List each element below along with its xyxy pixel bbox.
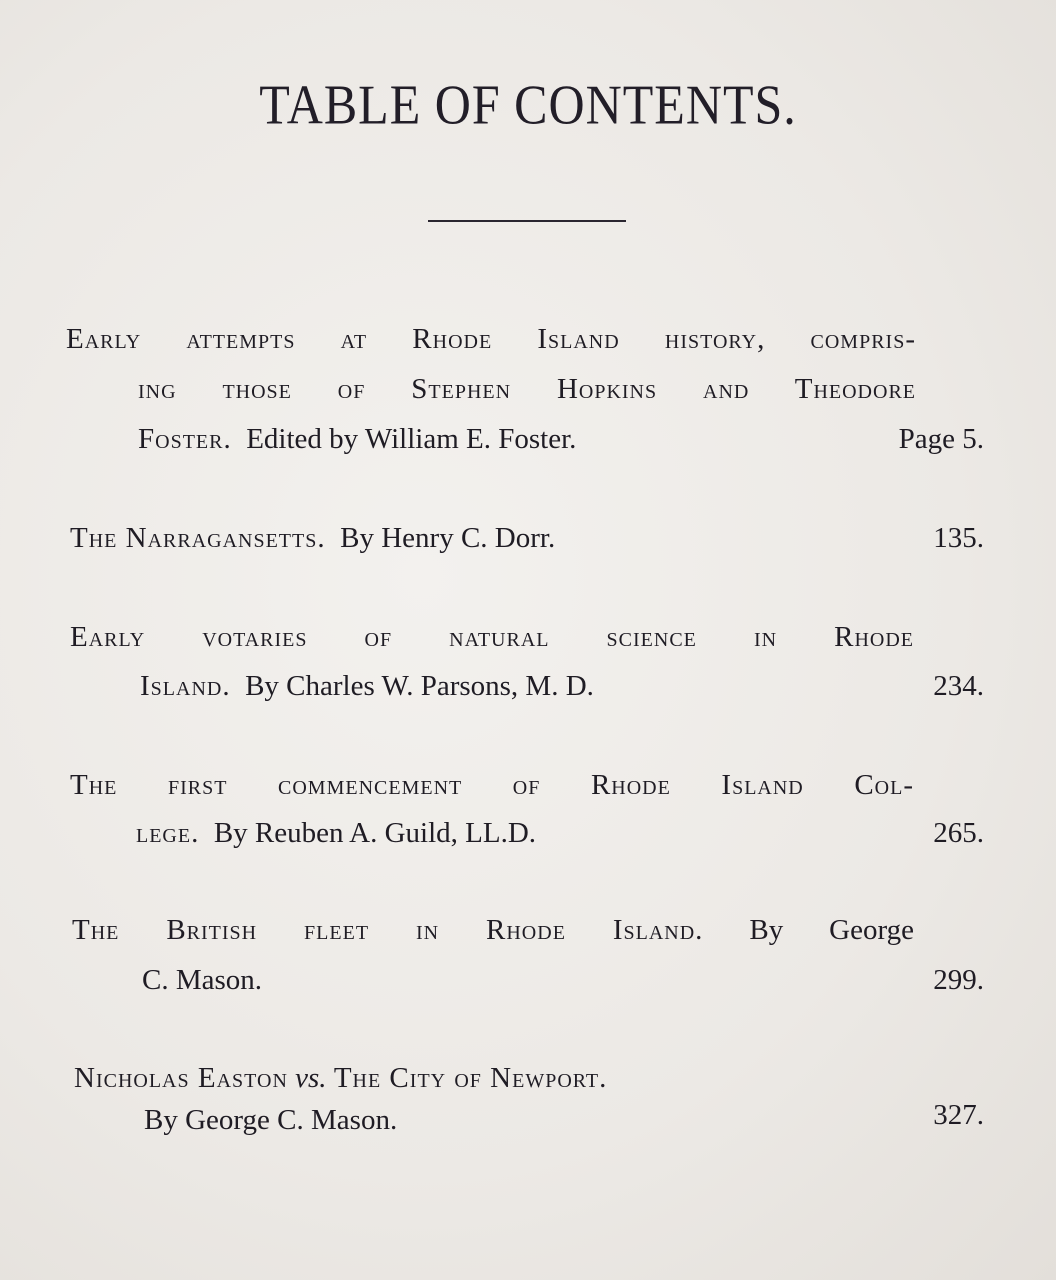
entry-title-line-1: Early votaries of natural science in Rhode bbox=[70, 621, 914, 653]
entry-author-start: By George bbox=[749, 914, 914, 946]
entry-title-line-1 bbox=[70, 521, 555, 555]
entry-title: The Narragansetts. bbox=[70, 522, 326, 554]
entry-title-line-2: C. Mason. bbox=[142, 964, 263, 996]
entry-page-number: 299. bbox=[933, 964, 984, 996]
entry-author: By Charles W. Parsons, M. D. bbox=[245, 670, 594, 702]
entry-title-part-2: The City of Newport. bbox=[333, 1062, 608, 1094]
entry-title-line-3 bbox=[138, 422, 576, 456]
entry-title-line-1: Early attempts at Rhode Island history, compris- bbox=[66, 323, 916, 355]
entry-title-line-2 bbox=[136, 816, 536, 850]
title-rule bbox=[428, 220, 626, 222]
entry-page-number: Page 5. bbox=[898, 423, 984, 455]
entry-author: By Henry C. Dorr. bbox=[340, 522, 556, 554]
entry-title: The British fleet in Rhode Island. bbox=[72, 914, 704, 946]
entry-title-line-1 bbox=[72, 913, 914, 947]
entry-title-vs: vs. bbox=[295, 1062, 327, 1094]
entry-title-line-1: The first commencement of Rhode Island Col- bbox=[70, 769, 914, 801]
entry-title-end: Island. bbox=[140, 670, 231, 702]
entry-title-line-1 bbox=[74, 1061, 607, 1095]
entry-title-part-1: Nicholas Easton bbox=[74, 1062, 288, 1094]
entry-title-line-2: ing those of Stephen Hopkins and Theodore bbox=[138, 373, 916, 405]
entry-page-number: 234. bbox=[933, 670, 984, 702]
entry-title-line-2: By George C. Mason. bbox=[144, 1104, 398, 1136]
entry-page-number: 265. bbox=[933, 817, 984, 849]
entry-author: By Reuben A. Guild, LL.D. bbox=[213, 817, 537, 849]
page-title: TABLE OF CONTENTS. bbox=[259, 73, 797, 136]
entry-title-line-2 bbox=[140, 669, 594, 703]
entry-page-number: 327. bbox=[933, 1099, 984, 1131]
entry-page-number: 135. bbox=[933, 522, 984, 554]
entry-title-end: Foster. bbox=[138, 423, 232, 455]
entry-author: Edited by William E. Foster. bbox=[246, 423, 577, 455]
entry-title-end: lege. bbox=[136, 817, 200, 849]
